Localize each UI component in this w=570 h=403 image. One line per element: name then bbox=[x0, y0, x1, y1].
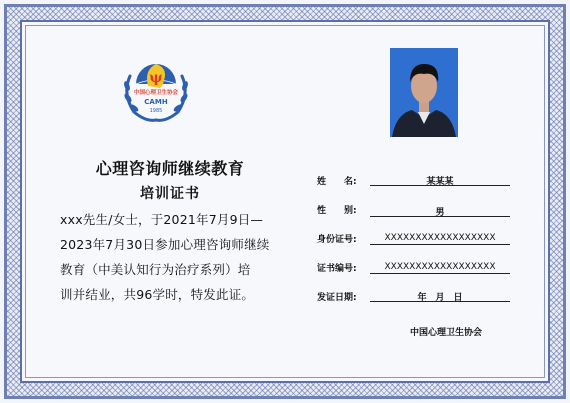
name-label: 姓 名: bbox=[317, 177, 357, 187]
id-number-underline bbox=[370, 244, 510, 245]
id-number-value: XXXXXXXXXXXXXXXXXX bbox=[384, 233, 496, 243]
gender-label: 性 别: bbox=[317, 206, 357, 216]
gender-value: 男 bbox=[435, 208, 445, 218]
name-underline bbox=[370, 185, 510, 186]
issue-date-underline bbox=[370, 301, 510, 302]
body-text-line-2: 2023年7月30日参加心理咨询师继续 bbox=[60, 237, 270, 252]
logo-year: 1985 bbox=[149, 108, 163, 114]
gender-underline bbox=[370, 216, 510, 217]
body-text-line-4: 训并结业，共96学时，特发此证。 bbox=[60, 287, 255, 302]
svg-text:ψ: ψ bbox=[149, 70, 163, 86]
certificate-number-underline bbox=[370, 273, 510, 274]
certificate-title: 心理咨询师继续教育 bbox=[95, 159, 245, 178]
body-text-line-1: xxx先生/女士，于2021年7月9日— bbox=[60, 212, 264, 227]
issuing-organization: 中国心理卫生协会 bbox=[410, 328, 483, 338]
logo-org-text: 中国心理卫生协会 bbox=[133, 90, 179, 96]
issue-date-value: 年 月 日 bbox=[417, 293, 463, 303]
certificate-subtitle: 培训证书 bbox=[140, 186, 200, 202]
name-value: 某某某 bbox=[426, 177, 454, 187]
certificate-number-label: 证书编号: bbox=[317, 264, 357, 274]
certificate-number-value: XXXXXXXXXXXXXXXXXX bbox=[384, 262, 496, 272]
id-number-label: 身份证号: bbox=[317, 235, 357, 245]
camh-logo-icon bbox=[116, 46, 196, 126]
logo-abbr: CAMH bbox=[144, 98, 168, 106]
portrait-photo bbox=[390, 48, 458, 137]
body-text-line-3: 教育（中美认知行为治疗系列）培 bbox=[60, 262, 251, 277]
issue-date-label: 发证日期: bbox=[317, 293, 357, 303]
